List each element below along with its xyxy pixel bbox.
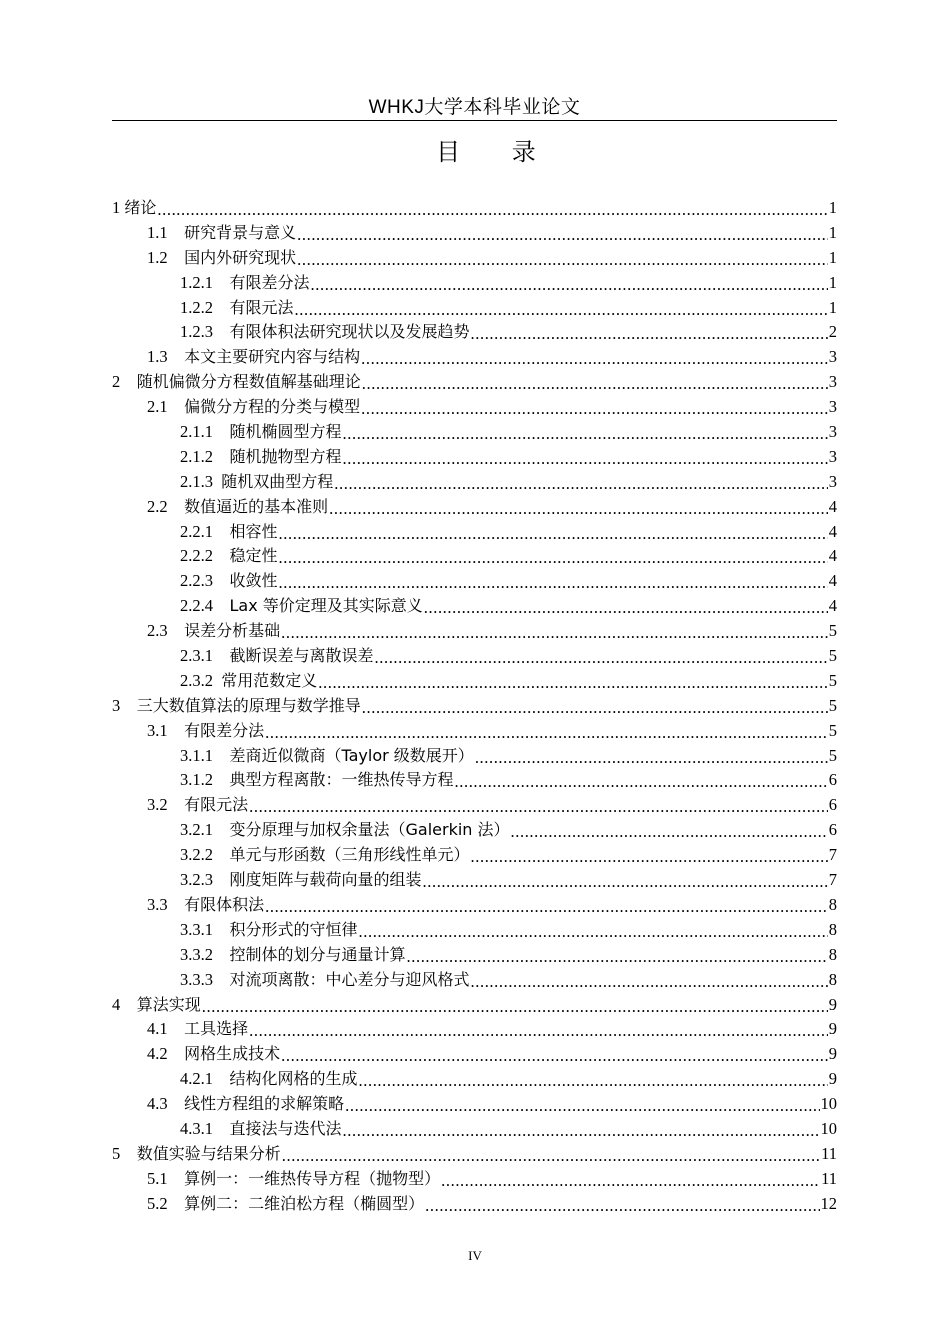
toc-entry-number: 2.2.4 [180, 596, 230, 616]
toc-entry-title: 变分原理与加权余量法（Galerkin 法） [229, 820, 510, 840]
toc-entry[interactable] [112, 196, 837, 221]
toc-entry-title: 随机双曲型方程 [221, 471, 334, 491]
toc-entry-number: 2.2.2 [180, 546, 230, 566]
toc-entry-page: 3 [828, 471, 837, 491]
toc-entry[interactable] [112, 445, 837, 470]
running-header [112, 92, 837, 121]
toc-entry-page: 1 [828, 272, 837, 292]
toc-entry[interactable] [112, 1142, 837, 1167]
toc-dot-leader [282, 1144, 820, 1169]
toc-entry[interactable] [112, 893, 837, 918]
toc-entry-number: 3.3 [147, 894, 185, 914]
toc-entry-page: 9 [828, 1044, 837, 1064]
toc-entry-title: 算例二：二维泊松方程（椭圆型） [184, 1193, 425, 1213]
toc-dot-leader [471, 970, 828, 995]
toc-entry[interactable] [112, 993, 837, 1018]
toc-entry-title: 偏微分方程的分类与模型 [184, 397, 361, 417]
toc-entry-page: 6 [828, 820, 837, 840]
toc-dot-leader [157, 198, 827, 223]
toc-entry-title: Lax 等价定理及其实际意义 [229, 596, 423, 616]
toc-entry-page: 10 [820, 1118, 837, 1138]
toc-entry-page: 4 [828, 571, 837, 591]
toc-entry-number: 2 [112, 372, 137, 392]
toc-entry-title: 线性方程组的求解策略 [184, 1094, 345, 1114]
toc-dot-leader [407, 945, 828, 970]
toc-entry-number: 5.1 [147, 1168, 185, 1188]
toc-entry-number: 1.2 [147, 247, 185, 267]
toc-entry-page: 11 [821, 1143, 837, 1163]
toc-entry-number: 3.1 [147, 720, 185, 740]
toc-entry-page: 3 [828, 422, 837, 442]
toc-dot-leader [279, 546, 828, 571]
toc-entry-number: 3.2.3 [180, 870, 230, 890]
toc-entry[interactable] [112, 544, 837, 569]
toc-entry-title: 有限元法 [184, 795, 249, 815]
toc-dot-leader [265, 721, 828, 746]
toc-entry-title: 相容性 [229, 521, 278, 541]
toc-dot-leader [311, 273, 828, 298]
toc-entry-page: 3 [828, 446, 837, 466]
toc-entry[interactable] [112, 843, 837, 868]
toc-dot-leader [265, 895, 828, 920]
toc-entry-number: 4.2.1 [180, 1069, 230, 1089]
toc-entry-title: 算例一：一维热传导方程（抛物型） [184, 1168, 441, 1188]
toc-entry-number: 3.1.2 [180, 770, 230, 790]
toc-entry[interactable] [112, 619, 837, 644]
toc-entry[interactable] [112, 1042, 837, 1067]
toc-dot-leader [329, 497, 828, 522]
toc-dot-leader [359, 920, 828, 945]
toc-dot-leader [343, 422, 828, 447]
toc-entry-page: 5 [828, 646, 837, 666]
toc-dot-leader [423, 870, 828, 895]
toc-dot-leader [281, 1044, 828, 1069]
toc-entry-title: 误差分析基础 [184, 621, 281, 641]
toc-entry-title: 有限差分法 [184, 720, 265, 740]
toc-entry-page: 9 [828, 1019, 837, 1039]
header-university-code: WHKJ [368, 97, 425, 118]
toc-entry[interactable] [112, 246, 837, 271]
toc-entry-page: 4 [828, 521, 837, 541]
toc-dot-leader [471, 845, 828, 870]
toc-entry[interactable] [112, 520, 837, 545]
toc-entry-number: 4.2 [147, 1044, 185, 1064]
toc-entry-number: 2.1.3 [180, 471, 222, 491]
toc-entry-number: 2.1.2 [180, 446, 230, 466]
toc-entry-page: 5 [828, 670, 837, 690]
toc-entry-number: 2.2 [147, 496, 185, 516]
toc-dot-leader [441, 1169, 820, 1194]
toc-entry[interactable] [112, 768, 837, 793]
toc-entry-title: 对流项离散：中心差分与迎风格式 [229, 969, 470, 989]
toc-entry[interactable] [112, 793, 837, 818]
toc-entry[interactable] [112, 968, 837, 993]
toc-entry-title: 国内外研究现状 [184, 247, 297, 267]
toc-entry-title: 常用范数定义 [221, 670, 318, 690]
toc-entry-number: 4.3 [147, 1094, 185, 1114]
toc-dot-leader [249, 1019, 828, 1044]
toc-entry-title: 稳定性 [229, 546, 278, 566]
toc-entry[interactable] [112, 918, 837, 943]
toc-entry-number: 2.3.2 [180, 670, 222, 690]
toc-entry-number: 3.1.1 [180, 745, 230, 765]
toc-entry-page: 3 [828, 347, 837, 367]
toc-entry[interactable] [112, 320, 837, 345]
header-text [369, 97, 581, 118]
toc-entry-number: 1.2.2 [180, 297, 230, 317]
toc-dot-leader [334, 472, 827, 497]
toc-entry-number: 3.2 [147, 795, 185, 815]
toc-dot-leader [475, 746, 828, 771]
toc-entry-page: 5 [828, 745, 837, 765]
toc-dot-leader [511, 820, 828, 845]
toc-entry[interactable] [112, 470, 837, 495]
toc-entry-title: 有限元法 [229, 297, 294, 317]
toc-entry-title: 网格生成技术 [184, 1044, 281, 1064]
toc-dot-leader [343, 1119, 820, 1144]
toc-entry-number: 2.1 [147, 397, 185, 417]
toc-entry[interactable] [112, 868, 837, 893]
toc-entry-page: 4 [828, 496, 837, 516]
toc-entry-page: 8 [828, 969, 837, 989]
toc-entry-page: 1 [828, 297, 837, 317]
toc-entry-page: 8 [828, 894, 837, 914]
toc-entry-page: 3 [828, 372, 837, 392]
toc-entry[interactable] [112, 719, 837, 744]
toc-dot-leader [345, 1094, 819, 1119]
toc-entry-title: 随机偏微分方程数值解基础理论 [136, 372, 361, 392]
toc-entry-number: 4.1 [147, 1019, 185, 1039]
toc-entry-title: 研究背景与意义 [184, 222, 297, 242]
toc-entry-number: 2.2.1 [180, 521, 230, 541]
toc-entry-title: 结构化网格的生成 [229, 1069, 358, 1089]
toc-entry[interactable] [112, 296, 837, 321]
toc-entry[interactable] [112, 221, 837, 246]
toc-dot-leader [362, 696, 828, 721]
toc-entry-number: 1 [112, 198, 125, 217]
toc-dot-leader [297, 223, 828, 248]
toc-entry-number: 1.1 [147, 222, 185, 242]
toc-dot-leader [359, 1069, 828, 1094]
toc-dot-leader [202, 995, 828, 1020]
toc-entry[interactable] [112, 1067, 837, 1092]
toc-dot-leader [455, 770, 828, 795]
toc-entry[interactable] [112, 694, 837, 719]
toc-entry-page: 5 [828, 695, 837, 715]
toc-entry-number: 3.3.2 [180, 944, 230, 964]
toc-entry[interactable] [112, 744, 837, 769]
toc-dot-leader [361, 347, 828, 372]
toc-entry-number: 3.2.1 [180, 820, 230, 840]
toc-entry-page: 7 [828, 845, 837, 865]
toc-entry-page: 1 [828, 222, 837, 242]
toc-entry[interactable] [112, 420, 837, 445]
toc-entry-page: 8 [828, 919, 837, 939]
toc-entry-page: 2 [828, 322, 837, 342]
toc-entry[interactable] [112, 395, 837, 420]
toc-entry[interactable] [112, 271, 837, 296]
toc-entry[interactable] [112, 370, 837, 395]
toc-entry-page: 10 [820, 1094, 837, 1114]
toc-entry-title: 工具选择 [184, 1019, 249, 1039]
toc-entry-number: 2.2.3 [180, 571, 230, 591]
toc-entry-page: 1 [828, 198, 837, 217]
toc-entry-number: 4 [112, 994, 137, 1014]
toc-entry-title: 差商近似微商（Taylor 级数展开） [229, 745, 474, 765]
toc-entry-number: 5.2 [147, 1193, 185, 1213]
header-thesis-label: 大学本科毕业论文 [424, 97, 581, 118]
table-of-contents [112, 196, 837, 1217]
toc-entry-title: 积分形式的守恒律 [229, 919, 358, 939]
toc-entry-title: 算法实现 [136, 994, 201, 1014]
toc-entry-page: 7 [828, 870, 837, 890]
toc-dot-leader [471, 322, 828, 347]
toc-entry-number: 2.3.1 [180, 646, 230, 666]
toc-entry[interactable] [112, 1117, 837, 1142]
toc-entry-number: 2.3 [147, 621, 185, 641]
toc-entry-title: 典型方程离散：一维热传导方程 [229, 770, 454, 790]
toc-entry-title: 数值实验与结果分析 [136, 1143, 281, 1163]
toc-entry-page: 5 [828, 621, 837, 641]
toc-entry-page: 5 [828, 720, 837, 740]
toc-entry[interactable] [112, 569, 837, 594]
toc-entry[interactable] [112, 1192, 837, 1217]
toc-entry-title: 直接法与迭代法 [229, 1118, 342, 1138]
toc-entry[interactable] [112, 644, 837, 669]
toc-entry-title: 本文主要研究内容与结构 [184, 347, 361, 367]
toc-dot-leader [343, 447, 828, 472]
toc-entry-number: 1.3 [147, 347, 185, 367]
toc-dot-leader [362, 372, 828, 397]
page-number-footer: IV [468, 1248, 482, 1263]
toc-entry-title: 有限体积法 [184, 894, 265, 914]
toc-entry-page: 9 [828, 1069, 837, 1089]
toc-entry-page: 4 [828, 596, 837, 616]
toc-title: 目 录 [436, 138, 558, 166]
toc-entry-number: 3.3.1 [180, 919, 230, 939]
toc-entry[interactable] [112, 669, 837, 694]
toc-entry-title: 收敛性 [229, 571, 278, 591]
toc-dot-leader [249, 795, 828, 820]
toc-dot-leader [279, 522, 828, 547]
toc-dot-leader [297, 248, 828, 273]
toc-entry-number: 1.2.1 [180, 272, 230, 292]
toc-entry[interactable] [112, 1017, 837, 1042]
toc-entry-page: 6 [828, 770, 837, 790]
toc-dot-leader [318, 671, 827, 696]
toc-entry-page: 8 [828, 944, 837, 964]
toc-entry-number: 1.2.3 [180, 322, 230, 342]
toc-entry[interactable] [112, 943, 837, 968]
toc-entry-page: 9 [828, 994, 837, 1014]
toc-entry-number: 2.1.1 [180, 422, 230, 442]
toc-entry-number: 5 [112, 1143, 137, 1163]
toc-entry-number: 4.3.1 [180, 1118, 230, 1138]
toc-entry-title: 随机椭圆型方程 [229, 422, 342, 442]
toc-entry-title: 单元与形函数（三角形线性单元） [229, 845, 470, 865]
toc-entry-title: 截断误差与离散误差 [229, 646, 374, 666]
toc-entry[interactable] [112, 1167, 837, 1192]
toc-entry-title: 数值逼近的基本准则 [184, 496, 329, 516]
toc-entry[interactable] [112, 495, 837, 520]
toc-entry-number: 3.2.2 [180, 845, 230, 865]
toc-dot-leader [279, 571, 828, 596]
toc-entry-page: 1 [828, 247, 837, 267]
toc-entry-title: 控制体的划分与通量计算 [229, 944, 406, 964]
toc-entry-page: 6 [828, 795, 837, 815]
toc-dot-leader [281, 621, 828, 646]
toc-entry-title: 刚度矩阵与载荷向量的组装 [229, 870, 422, 890]
toc-entry-title: 绪论 [124, 198, 157, 217]
toc-entry-title: 有限体积法研究现状以及发展趋势 [229, 322, 470, 342]
toc-entry-title: 随机抛物型方程 [229, 446, 342, 466]
toc-entry-page: 3 [828, 397, 837, 417]
toc-entry-page: 4 [828, 546, 837, 566]
toc-entry-number: 3.3.3 [180, 969, 230, 989]
toc-entry-page: 12 [820, 1193, 837, 1213]
toc-entry-title: 有限差分法 [229, 272, 310, 292]
toc-dot-leader [375, 646, 828, 671]
toc-entry-title: 三大数值算法的原理与数学推导 [136, 695, 361, 715]
toc-dot-leader [425, 1194, 819, 1219]
toc-entry[interactable] [112, 1092, 837, 1117]
toc-dot-leader [361, 397, 828, 422]
toc-entry[interactable] [112, 345, 837, 370]
toc-entry-page: 11 [821, 1168, 837, 1188]
toc-entry[interactable] [112, 818, 837, 843]
toc-entry[interactable] [112, 594, 837, 619]
toc-dot-leader [295, 298, 828, 323]
toc-dot-leader [424, 596, 828, 621]
toc-entry-number: 3 [112, 695, 137, 715]
